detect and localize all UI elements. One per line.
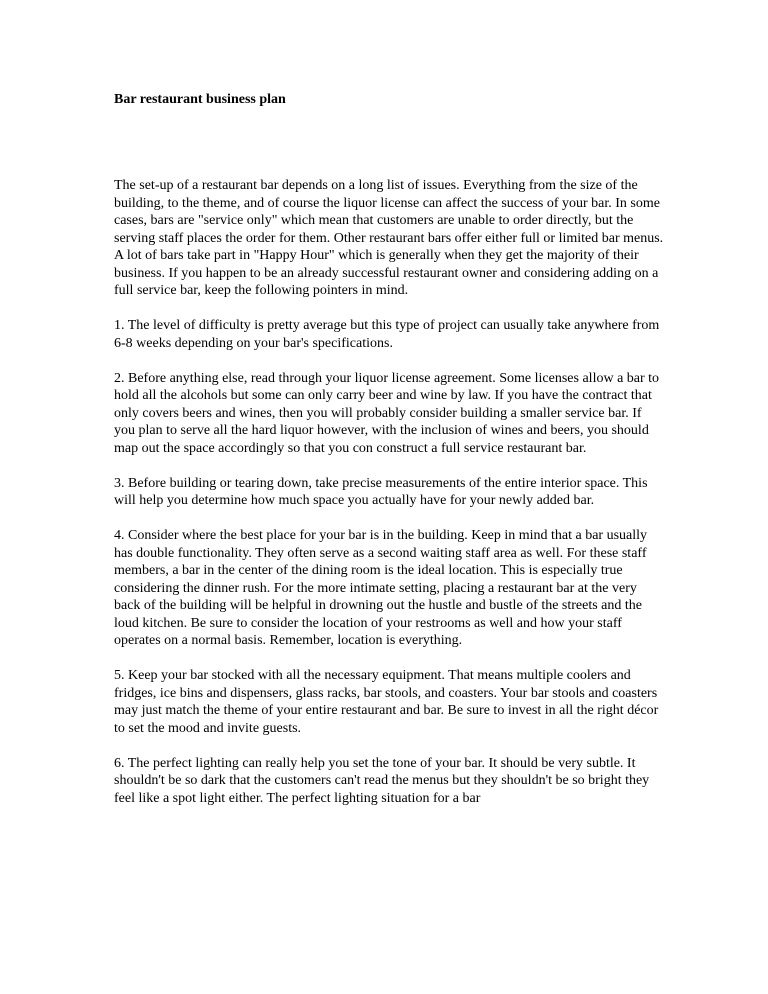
pointer-1-paragraph: 1. The level of difficulty is pretty average but this type of project can usually take anywhere from 6-8 weeks depending on your bar's specifications. bbox=[114, 318, 660, 351]
pointer-3-paragraph: 3. Before building or tearing down, take precise measurements of the entire interior space. This will help you determine how much space you actually have for your newly added bar. bbox=[114, 475, 648, 508]
document-body bbox=[114, 177, 664, 825]
pointer-2-paragraph: 2. Before anything else, read through your liquor license agreement. Some licenses allow a bar to hold all the alcohols but some can only carry beer and wine by law. If you have the contract that only covers beers and wines, then you will probably consider building a smaller service bar. If you plan to serve all the hard liquor however, with the inclusion of wines and beers, you should map out the space accordingly so that you con construct a full service restaurant bar. bbox=[114, 370, 660, 456]
pointer-5-paragraph: 5. Keep your bar stocked with all the necessary equipment. That means multiple coolers and fridges, ice bins and dispensers, glass racks, bar stools, and coasters. Your bar stools and coasters may just match the theme of your entire restaurant and bar. Be sure to invest in all the right décor to set the mood and invite guests. bbox=[114, 668, 659, 736]
pointer-4-paragraph: 4. Consider where the best place for your bar is in the building. Keep in mind that a bar usually has double functionality. They often serve as a second waiting staff area as well. For these staff members, a bar in the center of the dining room is the ideal location. This is especially true considering the dinner rush. For the more intimate setting, placing a restaurant bar at the very back of the building will be helpful in drowning out the hustle and bustle of the streets and the loud kitchen. Be sure to consider the location of your restrooms as well and how your staff operates on a normal basis. Remember, location is everything. bbox=[114, 528, 648, 648]
intro-paragraph: The set-up of a restaurant bar depends on a long list of issues. Everything from the size of the building, to the theme, and of course the liquor license can affect the success of your bar. In some cases, bars are "service only" which mean that customers are unable to order directly, but the serving staff places the order for them. Other restaurant bars offer either full or limited bar menus. A lot of bars take part in "Happy Hour" which is generally when they get the majority of their business. If you happen to be an already successful restaurant owner and considering adding on a full service bar, keep the following pointers in mind. bbox=[114, 178, 664, 298]
document-title: Bar restaurant business plan bbox=[114, 92, 286, 107]
pointer-6-paragraph: 6. The perfect lighting can really help you set the tone of your bar. It should be very subtle. It shouldn't be so dark that the customers can't read the menus but they shouldn't be so bright they feel like a spot light either. The perfect lighting situation for a bar bbox=[114, 755, 650, 806]
